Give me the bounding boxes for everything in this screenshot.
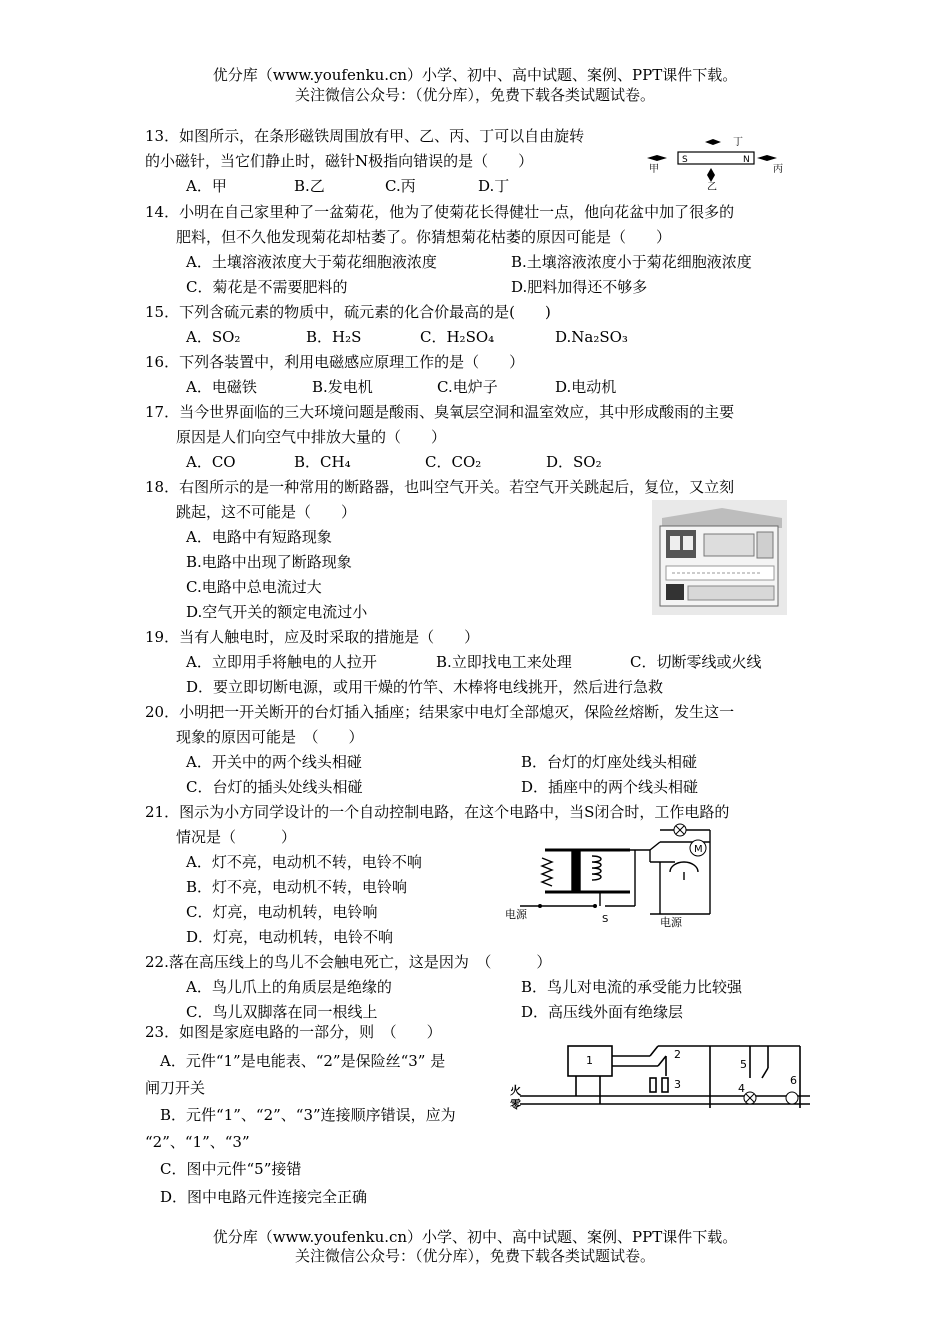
q20-option-b: B．台灯的灯座处线头相碰: [521, 753, 698, 771]
q19-option-a: A．立即用手将触电的人拉开: [186, 653, 377, 671]
q20-stem-2: 现象的原因可能是 （ ）: [176, 728, 364, 746]
q18-option-c: C.电路中总电流过大: [186, 578, 322, 596]
q15-option-c: C．H₂SO₄: [420, 328, 495, 346]
q15-stem: 15．下列含硫元素的物质中，硫元素的化合价最高的是( ): [145, 303, 551, 321]
q15-option-d: D.Na₂SO₃: [555, 328, 628, 346]
q21-control-circuit-figure: [500, 822, 720, 928]
footer-line-1: 优分库（www.youfenku.cn）小学、初中、高中试题、案例、PPT课件下载。: [212, 1228, 738, 1246]
header-line-1: 优分库（www.youfenku.cn）小学、初中、高中试题、案例、PPT课件下载。: [212, 66, 738, 84]
q18-stem-1: 18．右图所示的是一种常用的断路器，也叫空气开关。若空气开关跳起后，复位，又立刻: [145, 478, 735, 496]
q16-stem: 16．下列各装置中，利用电磁感应原理工作的是（ ）: [145, 353, 525, 371]
label-6: 6: [790, 1074, 797, 1087]
breaker-display: [704, 534, 754, 556]
q14-option-a: A．土壤溶液浓度大于菊花细胞液浓度: [186, 253, 437, 271]
neutral-label: 零: [510, 1098, 521, 1110]
electromagnet-coil: [592, 856, 601, 880]
q17-option-c: C．CO₂: [425, 453, 482, 471]
q23-option-c: C．图中元件“5”接错: [160, 1160, 302, 1178]
q13-option-a: A．甲: [186, 177, 227, 195]
q18-option-a: A．电路中有短路现象: [186, 528, 332, 546]
q18-option-b: B.电路中出现了断路现象: [186, 553, 352, 571]
q13-magnet-figure: [645, 130, 795, 190]
q21-option-b: B．灯不亮，电动机不转，电铃响: [186, 878, 408, 896]
q20-option-c: C．台灯的插头处线头相碰: [186, 778, 363, 796]
q17-option-a: A．CO: [186, 453, 236, 471]
switch-s-label: S: [602, 914, 609, 925]
q13-stem-2: 的小磁针，当它们静止时，磁针N极指向错误的是（ ）: [145, 152, 534, 170]
q18-option-d: D.空气开关的额定电流过小: [186, 603, 368, 621]
q19-option-d: D．要立即切断电源，或用干燥的竹竿、木棒将电线挑开，然后进行急救: [186, 678, 664, 696]
fuse-b: [662, 1078, 668, 1092]
q14-option-b: B.土壤溶液浓度小于菊花细胞液浓度: [511, 253, 752, 271]
q15-option-a: A．SO₂: [186, 328, 241, 346]
q20-option-a: A．开关中的两个线头相碰: [186, 753, 362, 771]
q22-stem: 22.落在高压线上的鸟儿不会触电死亡，这是因为 （ ）: [145, 953, 552, 971]
q14-option-d: D.肥料加得还不够多: [511, 278, 648, 296]
source-label-2: 电源: [660, 916, 682, 928]
q21-option-c: C．灯亮，电动机转，电铃响: [186, 903, 378, 921]
label-1: 1: [586, 1054, 593, 1067]
magnet-n-label: N: [743, 155, 750, 165]
fuse-a: [650, 1078, 656, 1092]
q14-stem-2: 肥料，但不久他发现菊花却枯萎了。你猜想菊花枯萎的原因可能是（ ）: [176, 228, 672, 246]
q18-circuit-breaker-photo: [652, 500, 787, 615]
q17-stem-1: 17．当今世界面临的三大环境问题是酸雨、臭氧层空洞和温室效应，其中形成酸雨的主要: [145, 403, 735, 421]
source-label-1: 电源: [505, 908, 527, 921]
q23-stem: 23．如图是家庭电路的一部分，则 （ ）: [145, 1023, 442, 1041]
q13-option-c: C.丙: [385, 177, 416, 195]
q21-option-a: A．灯不亮，电动机不转，电铃不响: [186, 853, 422, 871]
q19-option-c: C．切断零线或火线: [630, 653, 762, 671]
needle-bing-label: 丙: [773, 164, 783, 175]
needle-yi-label: 乙: [707, 182, 717, 190]
q18-stem-2: 跳起，这不可能是（ ）: [176, 503, 357, 521]
header-line-2: 关注微信公众号：（优分库），免费下载各类试题试卷。: [294, 86, 655, 104]
q17-stem-2: 原因是人们向空气中排放大量的（ ）: [176, 428, 447, 446]
spring: [542, 858, 552, 886]
q19-stem: 19．当有人触电时，应及时采取的措施是（ ）: [145, 628, 480, 646]
q17-option-b: B．CH₄: [294, 453, 351, 471]
q23-option-a-line1: A．元件“1”是电能表、“2”是保险丝“3” 是: [160, 1052, 446, 1070]
q16-option-d: D.电动机: [555, 378, 617, 396]
label-2: 2: [674, 1048, 681, 1061]
socket-6-icon: [786, 1092, 798, 1104]
live-label: 火: [510, 1084, 521, 1097]
needle-yi: [707, 168, 715, 182]
knife-switch-blade-1: [650, 1046, 658, 1056]
knife-switch-blade-2: [658, 1056, 666, 1066]
q14-stem-1: 14．小明在自己家里种了一盆菊花，他为了使菊花长得健壮一点，他向花盆中加了很多的: [145, 203, 735, 221]
needle-bing: [757, 155, 777, 161]
q20-stem-1: 20．小明把一开关断开的台灯插入插座；结果家中电灯全部熄灭，保险丝熔断，发生这一: [145, 703, 735, 721]
q16-option-c: C.电炉子: [437, 378, 498, 396]
q20-option-d: D．插座中的两个线头相碰: [521, 778, 699, 796]
q23-option-b-line2: “2”、“1”、“3”: [145, 1133, 250, 1151]
q14-option-c: C．菊花是不需要肥料的: [186, 278, 348, 296]
q13-option-d: D.丁: [478, 177, 510, 195]
q23-option-d: D．图中电路元件连接完全正确: [160, 1188, 368, 1206]
q23-option-a-line2: 闸刀开关: [145, 1079, 206, 1097]
motor-label: M: [694, 844, 703, 855]
needle-jia: [647, 155, 667, 161]
q23-household-circuit-figure: [510, 1028, 815, 1110]
q13-option-b: B.乙: [294, 177, 325, 195]
needle-ding: [705, 139, 721, 145]
footer-line-2: 关注微信公众号：（优分库），免费下载各类试题试卷。: [294, 1247, 655, 1265]
needle-jia-label: 甲: [649, 164, 659, 175]
q21-option-d: D．灯亮，电动机转，电铃不响: [186, 928, 394, 946]
q22-option-d: D．高压线外面有绝缘层: [521, 1003, 684, 1021]
q13-stem-1: 13．如图所示，在条形磁铁周围放有甲、乙、丙、丁可以自由旋转: [145, 127, 585, 145]
q23-option-b-line1: B．元件“1”、“2”、“3”连接顺序错误，应为: [160, 1106, 456, 1124]
needle-ding-label: 丁: [733, 137, 743, 148]
label-5: 5: [740, 1058, 747, 1071]
q17-option-d: D．SO₂: [546, 453, 602, 471]
q15-option-b: B．H₂S: [306, 328, 362, 346]
magnet-s-label: S: [682, 155, 688, 165]
bell: [670, 862, 698, 872]
q19-option-b: B.立即找电工来处理: [436, 653, 572, 671]
label-4: 4: [738, 1082, 745, 1095]
q22-option-b: B．鸟儿对电流的承受能力比较强: [521, 978, 743, 996]
q21-stem-2: 情况是（ ）: [176, 828, 297, 846]
label-3: 3: [674, 1078, 681, 1091]
q16-option-b: B.发电机: [312, 378, 373, 396]
q16-option-a: A．电磁铁: [186, 378, 257, 396]
q22-option-a: A．鸟儿爪上的角质层是绝缘的: [186, 978, 392, 996]
q21-stem-1: 21．图示为小方同学设计的一个自动控制电路，在这个电路中，当S闭合时，工作电路的: [145, 803, 730, 821]
q22-option-c: C．鸟儿双脚落在同一根线上: [186, 1003, 378, 1021]
